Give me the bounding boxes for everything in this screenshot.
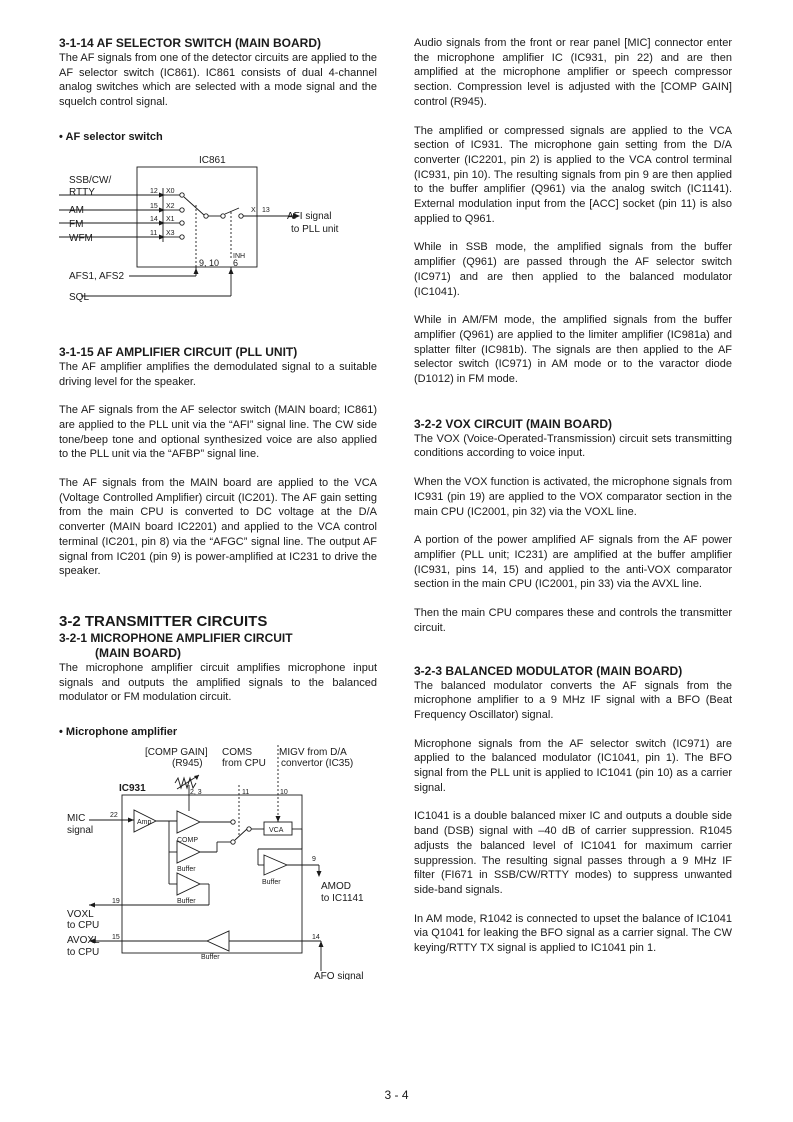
ic-label: IC931 xyxy=(119,783,146,795)
pin-label: 14 xyxy=(150,215,158,223)
af-selector-switch-diagram xyxy=(59,150,377,325)
ic-label: IC861 xyxy=(199,154,226,166)
pin-label: 10 xyxy=(280,789,288,797)
diagram-label: AMOD xyxy=(321,881,351,893)
diagram-label: COMS xyxy=(222,747,252,759)
paragraph: Microphone signals from the AF selector switch (IC971) are applied to the balanced modulator (IC1041, pin 1). The BFO signal from the PLL unit is applied to IC1041 (pin 10) as a carrier signal. xyxy=(414,737,732,794)
diagram-label: VOXL xyxy=(67,909,94,921)
paragraph: The VOX (Voice-Operated-Transmission) circuit sets transmitting conditions according to voice input. xyxy=(414,432,732,460)
pin-label: 9, 10 xyxy=(199,257,220,268)
paragraph: The AF amplifier amplifies the demodulated signal to a suitable driving level for the speaker. xyxy=(59,360,377,388)
output-label: AFI signal xyxy=(287,210,332,222)
output-label: to PLL unit xyxy=(291,223,339,235)
paragraph: The microphone amplifier circuit amplifies microphone input signals and outputs the amplified signals to the balanced modulator or FM modulation circuit. xyxy=(59,661,377,704)
pin-label: X0 xyxy=(166,187,175,195)
paragraph: Audio signals from the front or rear panel [MIC] connector enter the microphone amplifier IC (IC931, pin 22) and are then amplified at the microphone amplifier or speech compressor section. Compression level is adjusted with the [COMP GAIN] control (R945). xyxy=(414,37,732,108)
chapter-title-3-2: 3-2 TRANSMITTER CIRCUITS xyxy=(59,612,268,630)
pin-label: 11 xyxy=(242,789,250,797)
diagram-label: to IC1141 xyxy=(321,893,364,905)
paragraph: The balanced modulator converts the AF signals from the microphone amplifier to a 9 MHz IF signal with a BFO (Beat Frequency Oscillator) signal. xyxy=(414,679,732,721)
pin-label: 9 xyxy=(312,856,316,864)
input-label: FM xyxy=(69,218,84,230)
diagram-label: AVOXL xyxy=(67,935,100,947)
section-title-3-2-2: 3-2-2 VOX CIRCUIT (MAIN BOARD) xyxy=(414,416,613,431)
diagram-label: convertor (IC35) xyxy=(281,758,354,770)
pin-label: X1 xyxy=(166,215,175,223)
diagram-label: [COMP GAIN] xyxy=(145,747,208,759)
pin-label: 19 xyxy=(112,898,120,906)
pin-label: 6 xyxy=(233,257,239,268)
diagram-label: to CPU xyxy=(67,947,100,959)
pin-label: 15 xyxy=(150,202,158,210)
section-title-3-2-1-board: (MAIN BOARD) xyxy=(95,645,181,660)
pin-label: 22 xyxy=(110,812,118,820)
diagram-label: (R945) xyxy=(172,758,203,770)
left-column xyxy=(59,36,377,980)
paragraph: Then the main CPU compares these and controls the transmitter circuit. xyxy=(414,607,732,634)
pin-label: 11 xyxy=(150,229,158,237)
section-title-3-1-15: 3-1-15 AF AMPLIFIER CIRCUIT (PLL UNIT) xyxy=(59,344,298,359)
right-column xyxy=(414,36,732,956)
diagram-caption: • AF selector switch xyxy=(59,130,163,143)
diagram-label: AFO signal xyxy=(314,971,364,981)
pin-label: 2, 3 xyxy=(190,789,202,797)
pin-label: Buffer xyxy=(177,866,196,874)
paragraph: The amplified or compressed signals are applied to the VCA section of IC931. The microphone gain setting from the D/A converter (IC2201, pin 2) is applied to the VCA control terminal (IC931, pin 10). The resulting signals from pin 9 are then applied to the buffer amplifier (Q961) via the analog switch (IC1141). External modulation input from the [ACC] socket (pin 11) is also applied to Q961. xyxy=(414,124,732,225)
paragraph: The AF signals from the MAIN board are applied to the VCA (Voltage Controlled Amplifier) circuit (IC201). The AF gain setting from the main CPU is converted to DC voltage at the D/A converter (MAIN board IC2201) and applied to the VCA control terminal (IC201, pin 8) via the “AFGC” signal line. The output AF signal from IC201 (pin 9) is power-amplified at IC231 to drive the speaker. xyxy=(59,477,377,578)
diagram-label: MIGV from D/A xyxy=(279,747,347,759)
pin-label: 13 xyxy=(262,206,270,214)
pin-label: Buffer xyxy=(177,898,196,906)
paragraph: The AF signals from one of the detector circuits are applied to the AF selector switch (IC861). IC861 consists of dual 4-channel analog switches which are selected with a mode signal and the squelch control signal. xyxy=(59,52,377,109)
input-label: AM xyxy=(69,204,84,216)
paragraph: While in SSB mode, the amplified signals from the buffer amplifier (Q961) are passed through the AF selector switch (IC971) and are then applied to the balanced modulator (IC1041). xyxy=(414,241,732,298)
control-label: AFS1, AFS2 xyxy=(69,270,125,282)
pin-label: Amp xyxy=(137,819,152,827)
pin-label: Buffer xyxy=(201,954,220,962)
diagram-label: signal xyxy=(67,825,94,837)
input-label: WFM xyxy=(69,232,93,244)
pin-label: X3 xyxy=(166,229,175,237)
section-title-3-2-3: 3-2-3 BALANCED MODULATOR (MAIN BOARD) xyxy=(414,663,683,678)
pin-label: 12 xyxy=(150,187,158,195)
control-label: SQL xyxy=(69,291,90,303)
pin-label: INH xyxy=(233,252,246,260)
section-title-3-2-1: 3-2-1 MICROPHONE AMPLIFIER CIRCUIT xyxy=(59,630,293,645)
diagram-label: to CPU xyxy=(67,920,100,932)
diagram-label: from CPU xyxy=(222,758,266,770)
pin-label: X xyxy=(251,206,256,214)
pin-label: Buffer xyxy=(262,879,281,887)
input-label: SSB/CW/ xyxy=(69,174,112,186)
input-label: RTTY xyxy=(69,186,95,198)
diagram-label: MIC xyxy=(67,813,86,825)
pin-label: COMP xyxy=(177,837,198,845)
paragraph: When the VOX function is activated, the microphone signals from IC931 (pin 19) are applied to the VOX comparator section in the main CPU (IC2001, pin 32) via the VOXL line. xyxy=(414,476,732,518)
paragraph: IC1041 is a double balanced mixer IC and outputs a double side band (DSB) signal with –40 dB of carrier suppression. R1045 adjusts the balanced level of IC1041 for maximum carrier suppression. The resulting signal passes through a 9 MHz IF filter (FI671 in SSB/CW/RTTY modes) to suppress unwanted side-band signals. xyxy=(414,810,732,896)
paragraph: A portion of the power amplified AF signals from the AF power amplifier (PLL unit; IC231) are amplified at the buffer amplifier (IC931, pins 14, 15) and applied to the anti-VOX comparator section in the main CPU (IC2001, pin 33) via the AVXL line. xyxy=(414,534,732,591)
paragraph: In AM mode, R1042 is connected to upset the balance of IC1041 via Q1041 for leaking the BFO signal as a carrier signal. The CW keying/RTTY TX signal is applied to IC1041 pin 1. xyxy=(414,912,732,955)
section-title-3-1-14: 3-1-14 AF SELECTOR SWITCH (MAIN BOARD) xyxy=(59,36,322,50)
page-number: 3 - 4 xyxy=(384,1088,409,1102)
diagram-caption: • Microphone amplifier xyxy=(59,726,178,739)
microphone-amplifier-diagram xyxy=(59,745,377,980)
pin-label: X2 xyxy=(166,202,175,210)
pin-label: 15 xyxy=(112,934,120,942)
pin-label: VCA xyxy=(269,827,284,835)
pin-label: 14 xyxy=(312,934,320,942)
paragraph: The AF signals from the AF selector switch (MAIN board; IC861) are applied to the PLL unit via the “AFI” signal line. The CW side tone/beep tone and optional synthesized voice are also applied to the PLL unit via the “AFBP” signal line. xyxy=(59,404,377,461)
paragraph: While in AM/FM mode, the amplified signals from the buffer amplifier (Q961) are applied to the limiter amplifier (IC981a) and splatter filter (IC981b). The signals are then applied to the AF selector switch (IC971) in AM mode or to the varactor diode (D1012) in FM mode. xyxy=(414,314,732,386)
